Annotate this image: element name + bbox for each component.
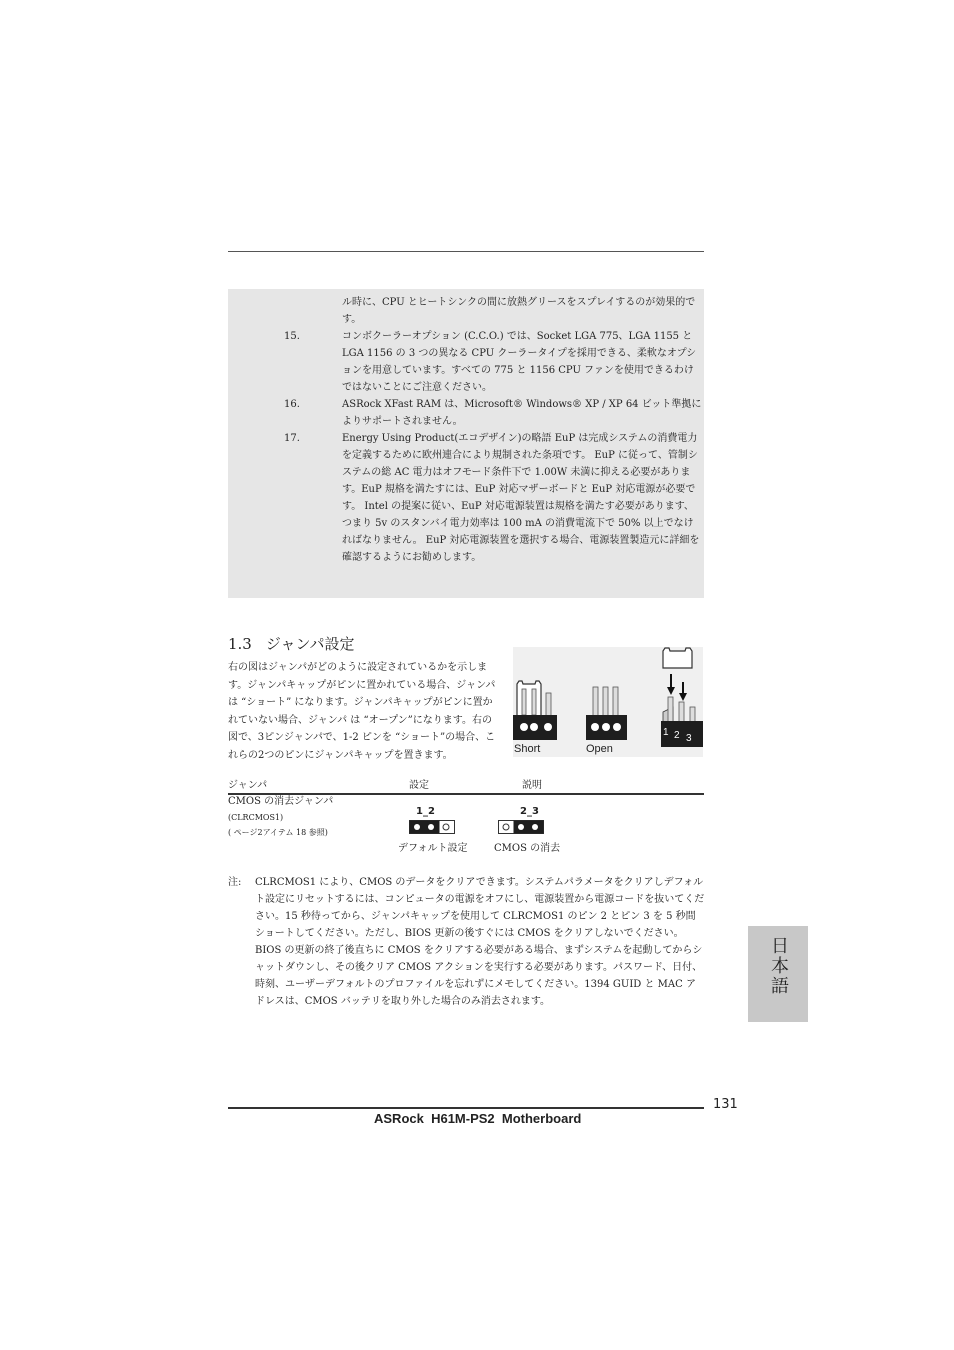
language-tab-label: 日本語 [768, 936, 789, 996]
note-continuation: ル時に、CPU とヒートシンクの間に放熱グリースをスプレイするのが効果的です。 [342, 297, 696, 325]
page-number: 131 [713, 1097, 738, 1112]
short-label: Short [514, 743, 541, 755]
pin-number: 1 [663, 727, 669, 738]
note-body: CLRCMOS1 により、CMOS のデータをクリアできます。システムパラメータをクリアしデフォルト設定にリセットするには、コンピュータの電源をオフにし、電源装置から電源コードを抜いてください。15 秒待ってから、ジャンパキャップを使用して CLRCMOS1 のピン 2 とピン 3 を 5 秒間ショートしてください。ただし、BIOS 更新の後すぐには CMOS をクリアしないでください。BIOS の更新の終了後直ちに CMOS をクリアする必要がある場合、まずシステムを起動してからシャットダウンし、その後クリア CMOS アクションを実行する必要があります。パスワード、日付、時刻、ユーザーデフォルトのプロファイルを忘れずにメモしてください。1394 GUID と MAC アドレスは、CMOS バッテリを取り外した場合のみ消去されます。 [255, 877, 705, 1007]
footer-rule [228, 1107, 704, 1109]
short-jumper [513, 681, 557, 740]
section-number: 1.3 [228, 635, 252, 653]
header-jumper: ジャンパ [228, 780, 268, 791]
note-label: 注: [228, 877, 242, 888]
jumper-2-3-icon [498, 820, 544, 834]
jumper-1-2-icon [409, 820, 455, 834]
jumper-ref: ( ページ2アイテム 18 参照) [228, 828, 328, 837]
footer-title: ASRock H61M-PS2 Motherboard [374, 1111, 582, 1126]
desc-pins-label: 2_3 [520, 806, 539, 817]
note-number: 15. [284, 331, 300, 342]
jumper-diagram [513, 647, 703, 757]
note-text: ASRock XFast RAM は、Microsoft® Windows® XP / XP 64 ビット準拠によりサポートされません。 [342, 399, 702, 427]
header-setting: 設定 [409, 780, 429, 791]
note-text: コンボクーラーオプション (C.C.O.) では、Socket LGA 775、LGA 1155 と LGA 1156 の 3 つの異なる CPU クーラータイプを採用できる、柔軟なオプションを用意しています。すべての 775 と 1156 CPU ファンを使用できるわけではないことにご注意ください。 [342, 331, 697, 393]
open-label: Open [586, 743, 613, 755]
note-text: Energy Using Product(エコデザイン)の略語 EuP は完成システムの消費電力を定義するために欧州連合により規制された条項です。 EuP に従って、管制システムの総 AC 電力はオフモード条件下で 1.00W 未満に抑える必要があります。EuP 規格を満たすには、EuP 対応マザーボードと EuP 対応電源が必要です。 Intel の提案に従い、EuP 対応電源装置は規格を満たす必要があります、つまり 5v のスタンバイ電力効率は 100 mA の消費電流下で 50% 以上でなければなりません。 EuP 対応電源装置を選択する場合、電源装置製造元に詳細を確認するようにお勧めします。 [342, 433, 700, 563]
note-number: 16. [284, 399, 300, 410]
note-number: 17. [284, 433, 300, 444]
language-tab [748, 926, 808, 1022]
setting-pins-label: 1_2 [416, 806, 435, 817]
header-description: 説明 [522, 780, 542, 791]
clear-cmos-label: CMOS の消去 [494, 843, 561, 854]
pin-number: 3 [686, 733, 692, 744]
section-intro: 右の図はジャンパがどのように設定されているかを示します。ジャンパキャップがピンに置かれている場合、ジャンパは “ショート” になります。ジャンパキャップがピンに置かれていない場合、ジャンパ は “オープン”になります。右の図で、3ピンジャンパで、1-2 ピンを “ショート”の場合、これらの2つのピンにジャンパキャップを置きます。 [228, 662, 496, 761]
open-jumper [586, 687, 627, 740]
section-heading: ジャンパ設定 [265, 635, 355, 653]
default-setting-label: デフォルト設定 [398, 843, 468, 854]
jumper-name: CMOS の消去ジャンパ [228, 796, 334, 807]
top-rule [228, 251, 704, 252]
section-title [228, 634, 355, 654]
jumper-code: (CLRCMOS1) [228, 813, 284, 822]
pin-number: 2 [674, 730, 680, 741]
